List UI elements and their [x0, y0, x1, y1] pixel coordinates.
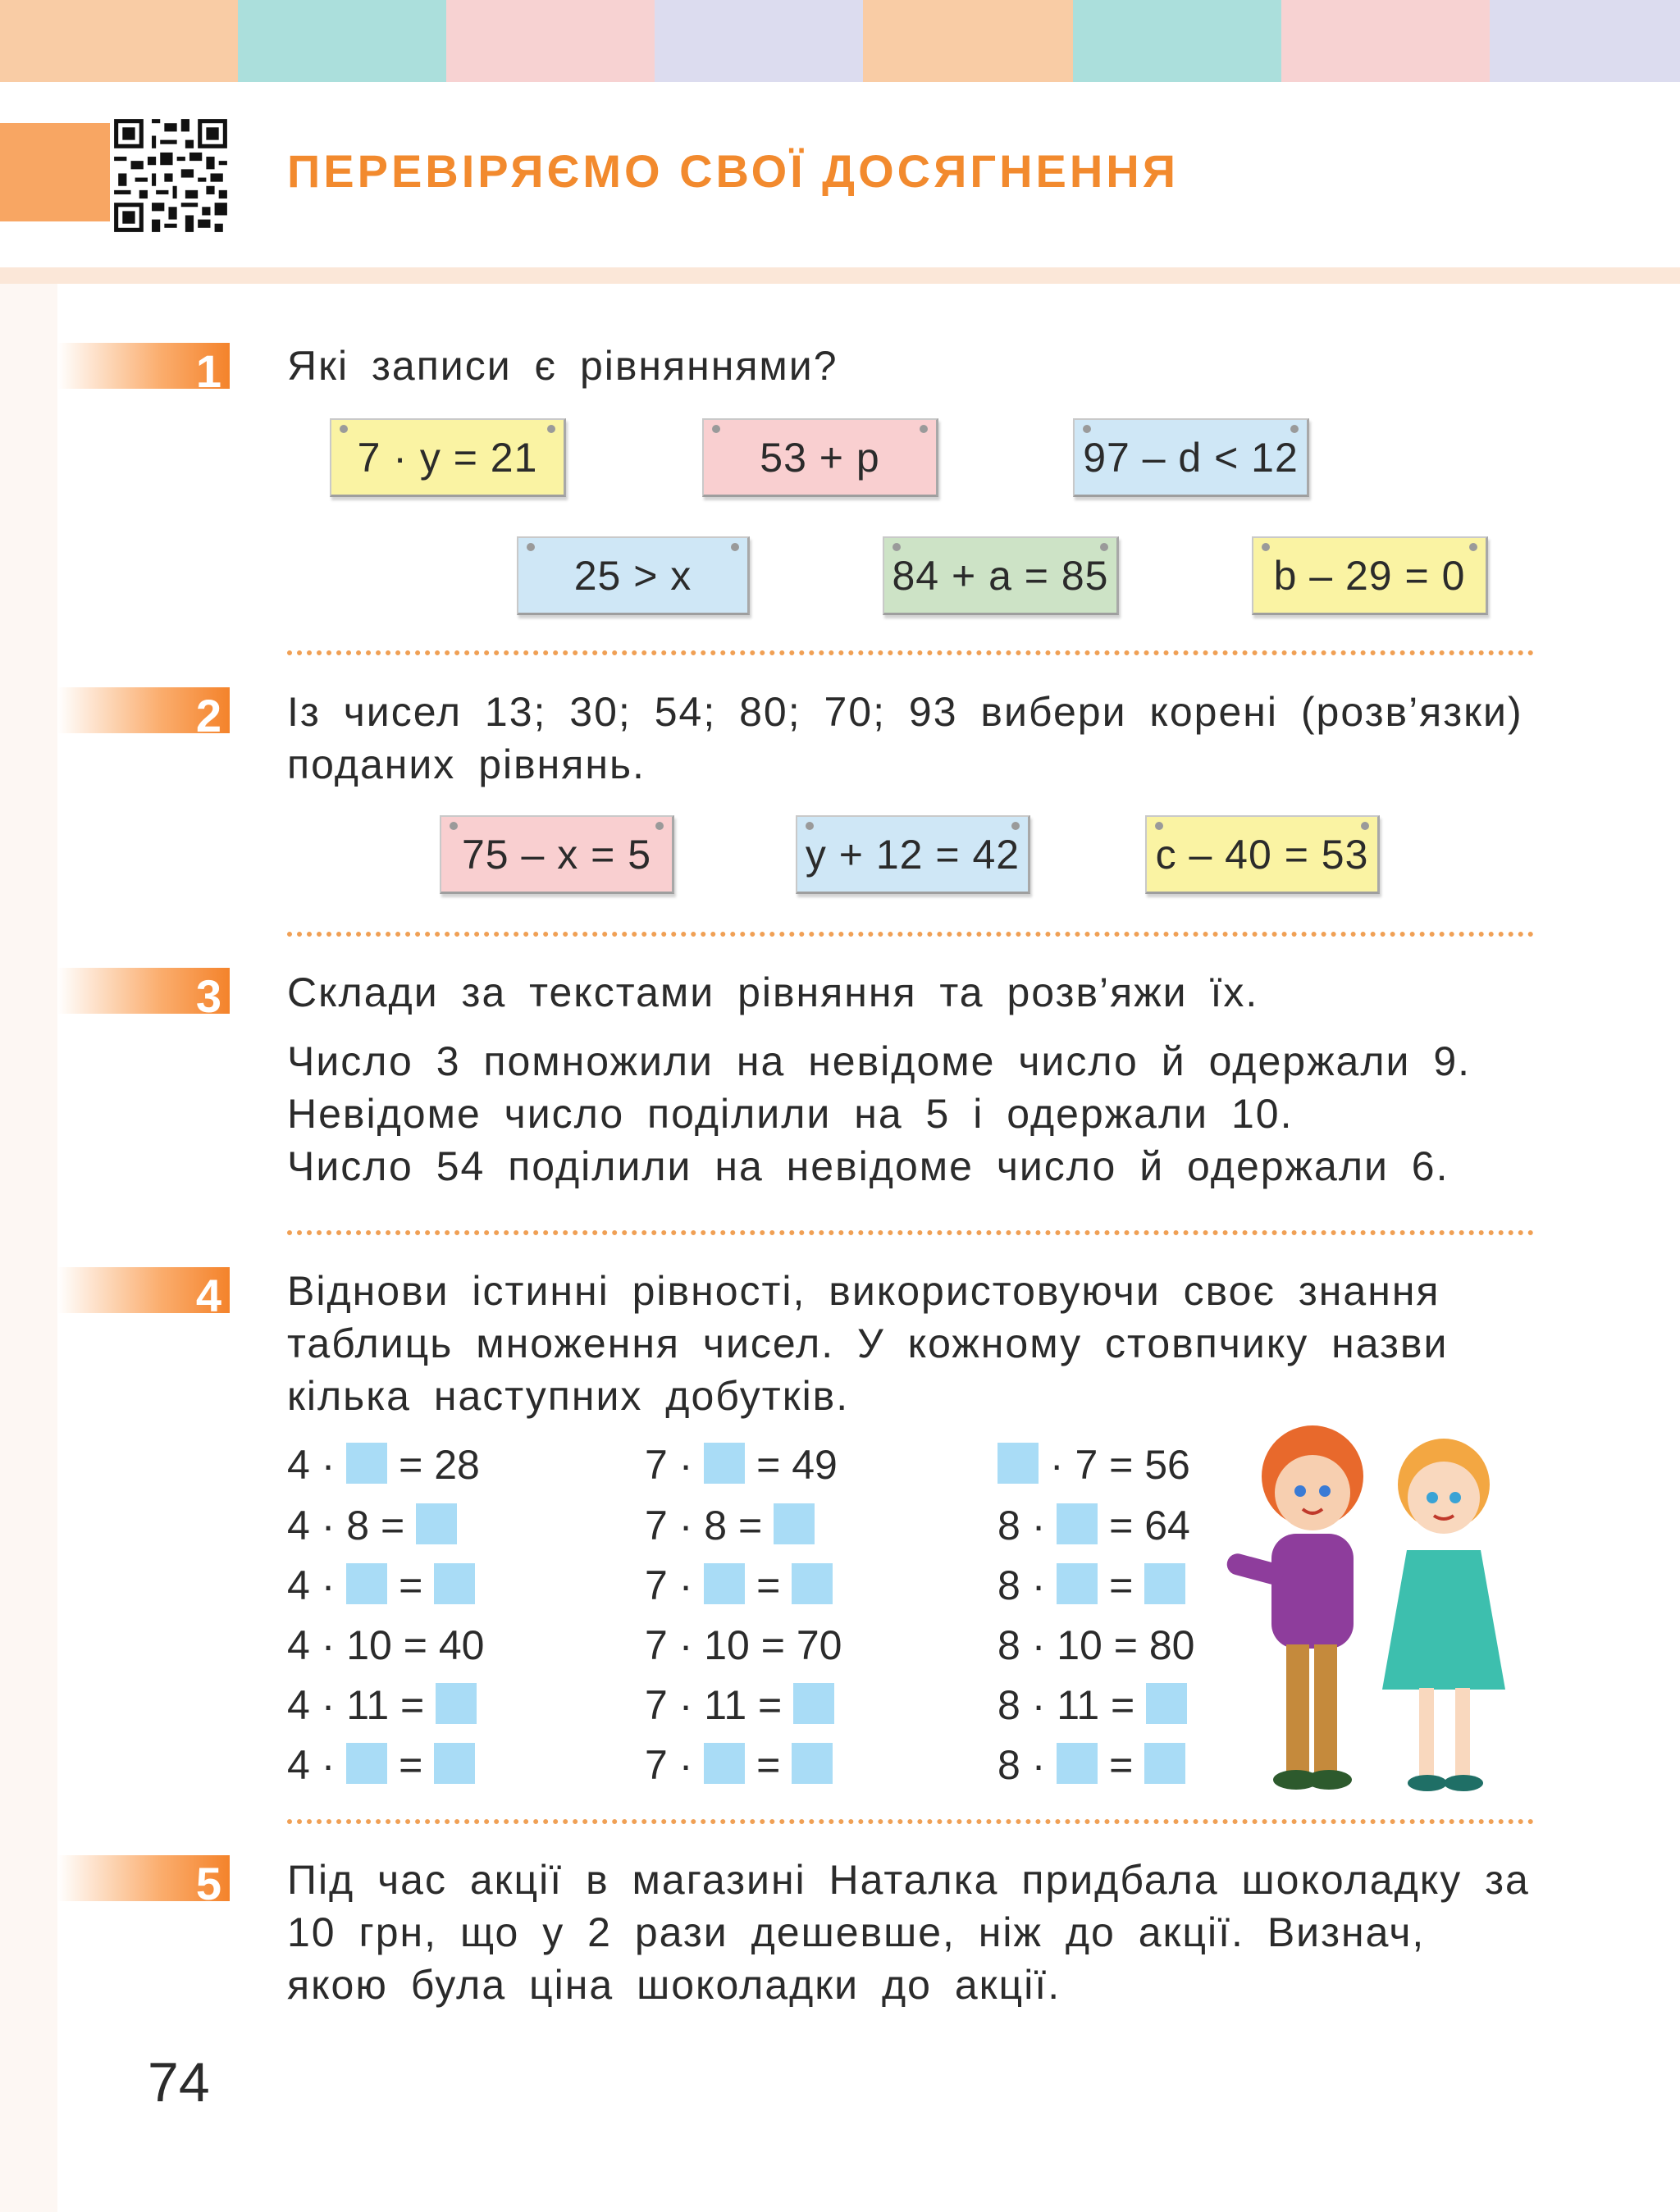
table-row: 8 · 10 = 80	[998, 1622, 1195, 1668]
answer-box[interactable]	[346, 1443, 387, 1484]
equation-card: 97 – d < 12	[1073, 418, 1309, 497]
task-3-line-2: Невідоме число поділили на 5 і одержали 10.	[287, 1091, 1294, 1137]
equation-card: 84 + a = 85	[883, 536, 1119, 615]
answer-box[interactable]	[998, 1443, 1039, 1484]
answer-box[interactable]	[434, 1563, 475, 1604]
equation-card: 53 + p	[702, 418, 938, 497]
task-number-2: 2	[57, 687, 230, 733]
dotted-divider	[287, 1819, 1534, 1824]
page-title: ПЕРЕВІРЯЄМО СВОЇ ДОСЯГНЕННЯ	[287, 145, 1179, 197]
answer-box[interactable]	[774, 1503, 815, 1544]
answer-box[interactable]	[704, 1743, 745, 1784]
table-row: 4 · 11 =	[287, 1681, 477, 1730]
color-strip-4	[655, 0, 863, 82]
children-illustration	[1222, 1419, 1534, 1813]
equation-card: c – 40 = 53	[1145, 815, 1380, 894]
table-row: 7 · =	[645, 1561, 833, 1610]
table-row: 7 · 10 = 70	[645, 1622, 842, 1668]
task-3-line-3: Число 54 поділили на невідоме число й одержали 6.	[287, 1143, 1449, 1189]
left-margin-tint	[0, 284, 57, 2212]
task-5-text: Під час акції в магазині Наталка придбала шоколадку за 10 грн, що у 2 рази дешевше, ніж до акції. Визнач, якою була ціна шоколадки до акції.	[287, 1857, 1530, 2008]
answer-box[interactable]	[434, 1743, 475, 1784]
table-row: 4 · =	[287, 1740, 475, 1790]
task-number-4: 4	[57, 1267, 230, 1313]
answer-box[interactable]	[1057, 1563, 1098, 1604]
task-3-text: Склади за текстами рівняння та розв’яжи їх.	[287, 969, 1259, 1015]
task-3-line-1: Число 3 помножили на невідоме число й одержали 9.	[287, 1038, 1472, 1084]
table-row: 4 · 8 =	[287, 1501, 457, 1550]
answer-box[interactable]	[346, 1743, 387, 1784]
task-1-text: Які записи є рівняннями?	[287, 343, 838, 389]
table-row: 8 · =	[998, 1561, 1185, 1610]
answer-box[interactable]	[1144, 1743, 1185, 1784]
answer-box[interactable]	[346, 1563, 387, 1604]
qr-code[interactable]	[110, 115, 231, 236]
task-number-5: 5	[57, 1855, 230, 1901]
table-row: 8 · =	[998, 1740, 1185, 1790]
equation-card: 25 > x	[517, 536, 750, 615]
dotted-divider	[287, 650, 1534, 655]
table-row: 7 · =	[645, 1740, 833, 1790]
equation-card: b – 29 = 0	[1252, 536, 1488, 615]
answer-box[interactable]	[1057, 1503, 1098, 1544]
table-row: 7 · = 49	[645, 1442, 838, 1488]
answer-box[interactable]	[704, 1443, 745, 1484]
answer-box[interactable]	[1144, 1563, 1185, 1604]
dotted-divider	[287, 1230, 1534, 1235]
answer-box[interactable]	[1057, 1743, 1098, 1784]
header-divider	[0, 267, 1680, 284]
color-strip-2	[238, 0, 446, 82]
table-row: 4 · 10 = 40	[287, 1622, 485, 1668]
equation-card: y + 12 = 42	[796, 815, 1030, 894]
table-row: 8 · 11 =	[998, 1681, 1187, 1730]
color-strip-1	[0, 0, 238, 82]
equation-card: 75 – x = 5	[440, 815, 674, 894]
task-number-1: 1	[57, 343, 230, 389]
color-strip-7	[1281, 0, 1490, 82]
color-strip-5	[863, 0, 1073, 82]
color-strip-8	[1490, 0, 1680, 82]
table-row: 4 · = 28	[287, 1442, 480, 1488]
color-strip-6	[1073, 0, 1281, 82]
answer-box[interactable]	[704, 1563, 745, 1604]
task-4-text: Віднови істинні рівності, використовуючи своє знання таблиць множення чисел. У кожному стовпчику назви кілька наступних добутків.	[287, 1268, 1449, 1419]
equation-card: 7 · y = 21	[330, 418, 566, 497]
table-row: 7 · 8 =	[645, 1501, 815, 1550]
table-row: 8 · = 64	[998, 1503, 1190, 1548]
table-row: · 7 = 56	[998, 1440, 1190, 1489]
answer-box[interactable]	[792, 1563, 833, 1604]
task-2-text: Із чисел 13; 30; 54; 80; 70; 93 вибери корені (розв’язки) поданих рівнянь.	[287, 689, 1523, 787]
answer-box[interactable]	[793, 1683, 834, 1724]
table-row: 7 · 11 =	[645, 1681, 834, 1730]
answer-box[interactable]	[792, 1743, 833, 1784]
answer-box[interactable]	[436, 1683, 477, 1724]
answer-box[interactable]	[1146, 1683, 1187, 1724]
dotted-divider	[287, 932, 1534, 937]
page-number: 74	[148, 2051, 210, 2114]
table-row: 4 · =	[287, 1561, 475, 1610]
color-strip-3	[446, 0, 655, 82]
task-number-3: 3	[57, 968, 230, 1014]
answer-box[interactable]	[416, 1503, 457, 1544]
